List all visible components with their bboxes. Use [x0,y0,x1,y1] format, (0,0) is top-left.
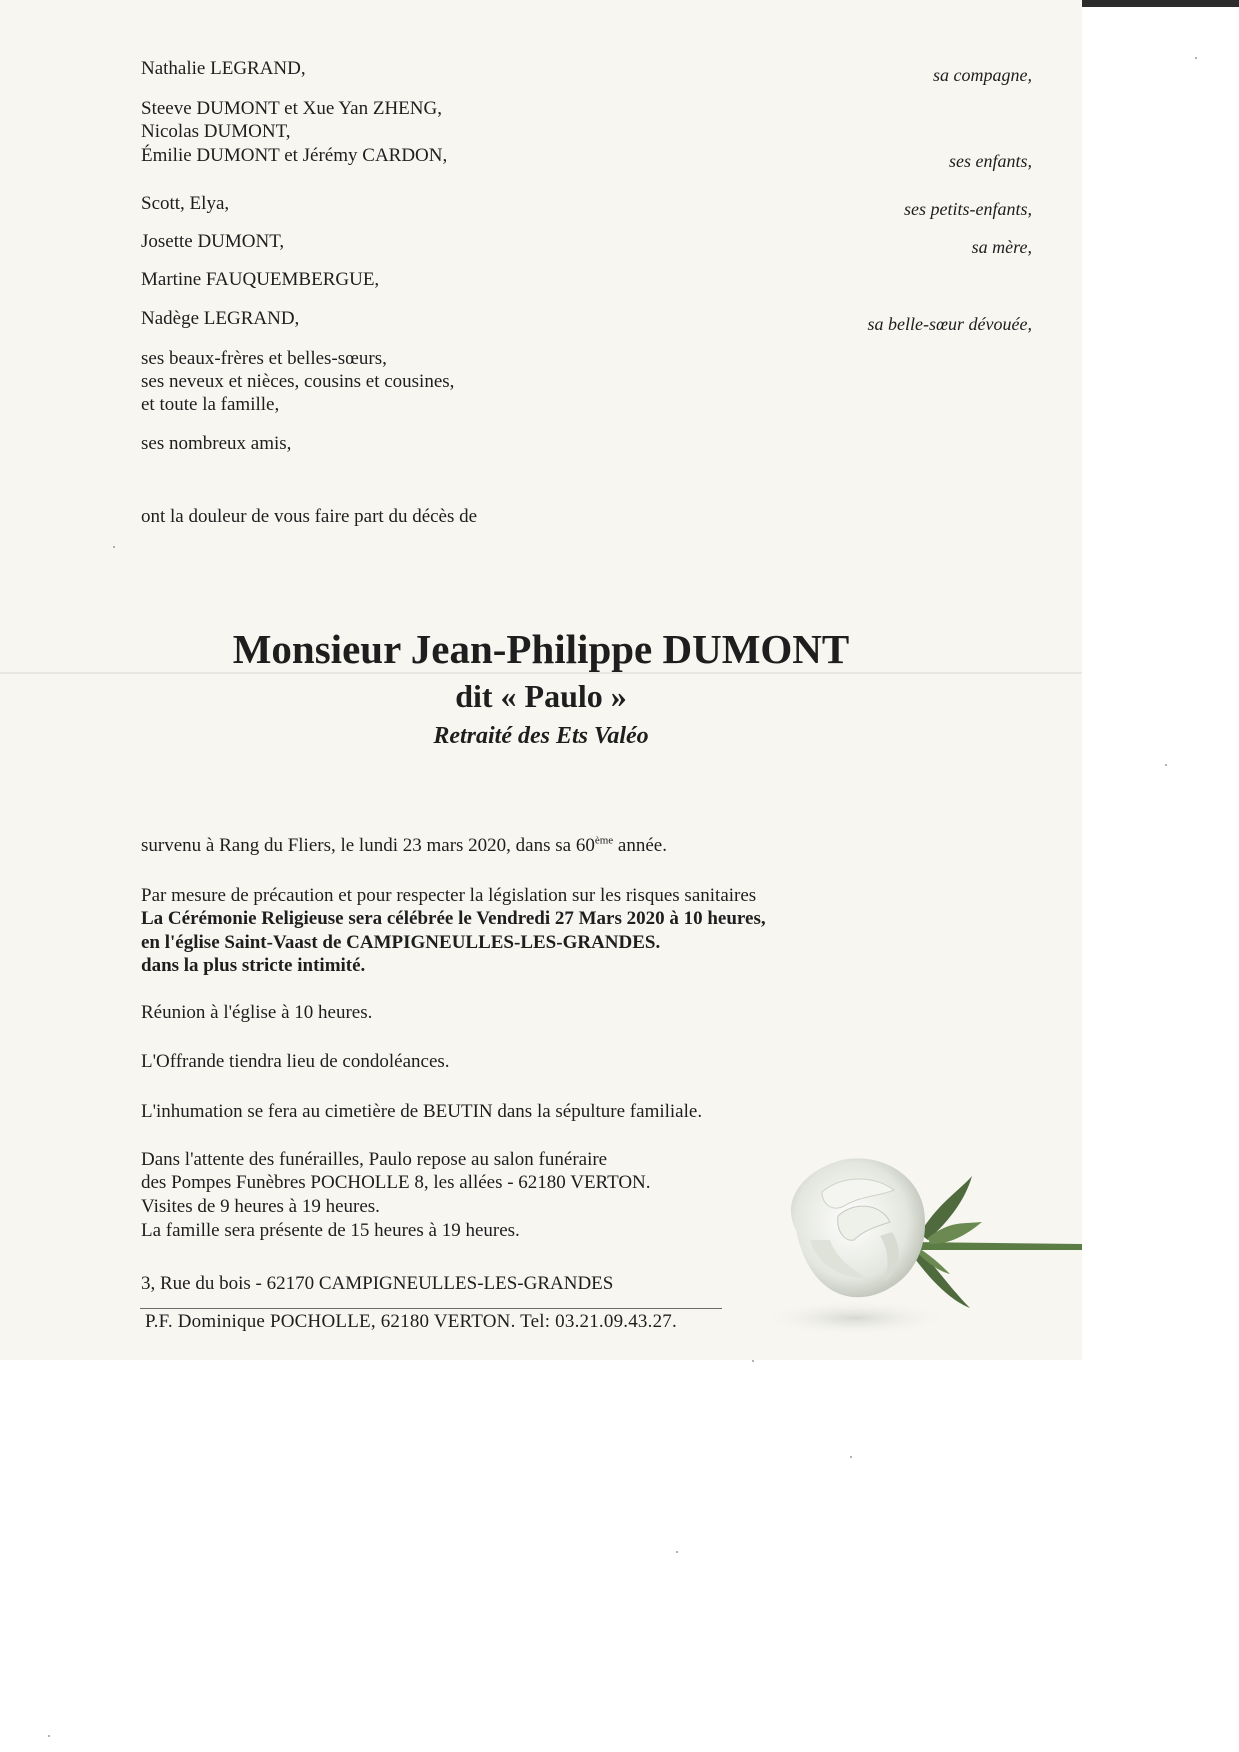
offrande-text: L'Offrande tiendra lieu de condoléances. [141,1051,450,1072]
reunion-text: Réunion à l'église à 10 heures. [141,1002,373,1023]
death-details: survenu à Rang du Fliers, le lundi 23 mars 2020, dans sa 60ème année. [141,834,667,856]
scan-speck [1195,57,1197,59]
family-extended-1: ses beaux-frères et belles-sœurs, [141,348,387,369]
deceased-name: Monsieur Jean-Philippe DUMONT [232,626,850,672]
family-friends: ses nombreux amis, [141,433,292,454]
white-rose-illustration [760,1140,1082,1340]
ceremony-intro: Par mesure de précaution et pour respecter la législation sur les risques sanitaires [141,885,757,906]
ceremony-line-1: La Cérémonie Religieuse sera célébrée le Vendredi 27 Mars 2020 à 10 heures, [141,908,766,929]
family-extended-2: ses neveux et nièces, cousins et cousines, [141,371,455,392]
visits-line-2: des Pompes Funèbres POCHOLLE 8, les allées - 62180 VERTON. [141,1172,651,1193]
scan-edge-line [1082,0,1239,7]
role-belle-soeur: sa belle-sœur dévouée, [867,314,1032,334]
scan-speck [113,546,115,548]
family-extended-3: et toute la famille, [141,394,280,415]
ceremony-line-2: en l'église Saint-Vaast de CAMPIGNEULLES-LES-GRANDES. [141,932,661,953]
role-compagne: sa compagne, [933,65,1032,85]
role-petits-enfants: ses petits-enfants, [904,199,1032,219]
family-name-enfant-3: Émilie DUMONT et Jérémy CARDON, [141,145,448,166]
scan-speck [676,1551,678,1553]
deceased-nickname: dit « Paulo » [455,678,627,714]
family-name-compagne: Nathalie LEGRAND, [141,58,306,79]
ceremony-line-3: dans la plus stricte intimité. [141,955,366,976]
scan-speck [850,1456,852,1458]
deceased-occupation: Retraité des Ets Valéo [433,723,649,749]
address-text: 3, Rue du bois - 62170 CAMPIGNEULLES-LES-GRANDES [141,1273,614,1294]
inhumation-text: L'inhumation se fera au cimetière de BEUTIN dans la sépulture familiale. [141,1101,703,1122]
role-mere: sa mère, [971,237,1032,257]
family-name-petits-enfants: Scott, Elya, [141,193,230,214]
announcement-text: ont la douleur de vous faire part du décès de [141,506,478,527]
funeral-home-footer: P.F. Dominique POCHOLLE, 62180 VERTON. Tel: 03.21.09.43.27. [145,1311,677,1332]
scan-speck [48,1735,50,1737]
family-name-enfant-1: Steeve DUMONT et Xue Yan ZHENG, [141,98,442,119]
footer-rule [140,1308,722,1309]
family-name-belle-soeur: Nadège LEGRAND, [141,308,300,329]
visits-line-1: Dans l'attente des funérailles, Paulo repose au salon funéraire [141,1149,608,1170]
visits-line-3: Visites de 9 heures à 19 heures. [141,1196,380,1217]
family-name-enfant-2: Nicolas DUMONT, [141,121,291,142]
scan-speck [1165,764,1167,766]
family-name-fauquembergue: Martine FAUQUEMBERGUE, [141,269,380,290]
scan-speck [752,1360,754,1362]
role-enfants: ses enfants, [949,151,1032,171]
visits-line-4: La famille sera présente de 15 heures à 19 heures. [141,1220,520,1241]
family-name-mere: Josette DUMONT, [141,231,285,252]
